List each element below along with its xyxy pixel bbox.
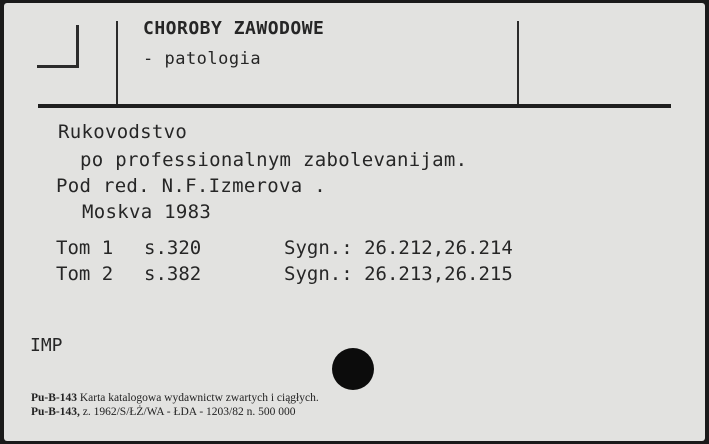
volume-signature: Sygn.: 26.213,26.215	[284, 263, 513, 285]
volume-label: Tom 1	[56, 237, 114, 259]
punch-hole	[332, 348, 374, 390]
volume-label: Tom 2	[56, 263, 114, 285]
entry-place-year: Moskva 1983	[82, 201, 212, 223]
header-divider-right	[517, 21, 519, 105]
subject-subheading: - patologia	[143, 49, 262, 69]
corner-mark	[76, 25, 79, 67]
volume-pages: s.320	[144, 237, 202, 259]
entry-title-line1: Rukovodstvo	[58, 121, 188, 143]
footer-text: z. 1962/S/ŁŻ/WA - ŁDA - 1203/82 n. 500 000	[79, 406, 296, 418]
volume-signature: Sygn.: 26.212,26.214	[284, 237, 513, 259]
form-code: Pu-B-143	[31, 392, 77, 404]
footer-line2	[31, 406, 296, 418]
catalog-card	[4, 3, 705, 441]
header-divider-left	[116, 21, 118, 105]
entry-title-line2: po professionalnym zabolevanijam.	[80, 149, 468, 171]
footer-line1	[31, 392, 319, 404]
form-code: Pu-B-143,	[31, 406, 80, 418]
header-rule	[38, 104, 671, 108]
subject-heading: CHOROBY ZAWODOWE	[143, 18, 325, 39]
corner-mark	[37, 65, 79, 68]
volume-pages: s.382	[144, 263, 202, 285]
entry-editor: Pod red. N.F.Izmerova .	[56, 175, 326, 197]
library-stamp: IMP	[30, 335, 63, 356]
footer-text: Karta katalogowa wydawnictw zwartych i ciągłych.	[77, 392, 319, 404]
